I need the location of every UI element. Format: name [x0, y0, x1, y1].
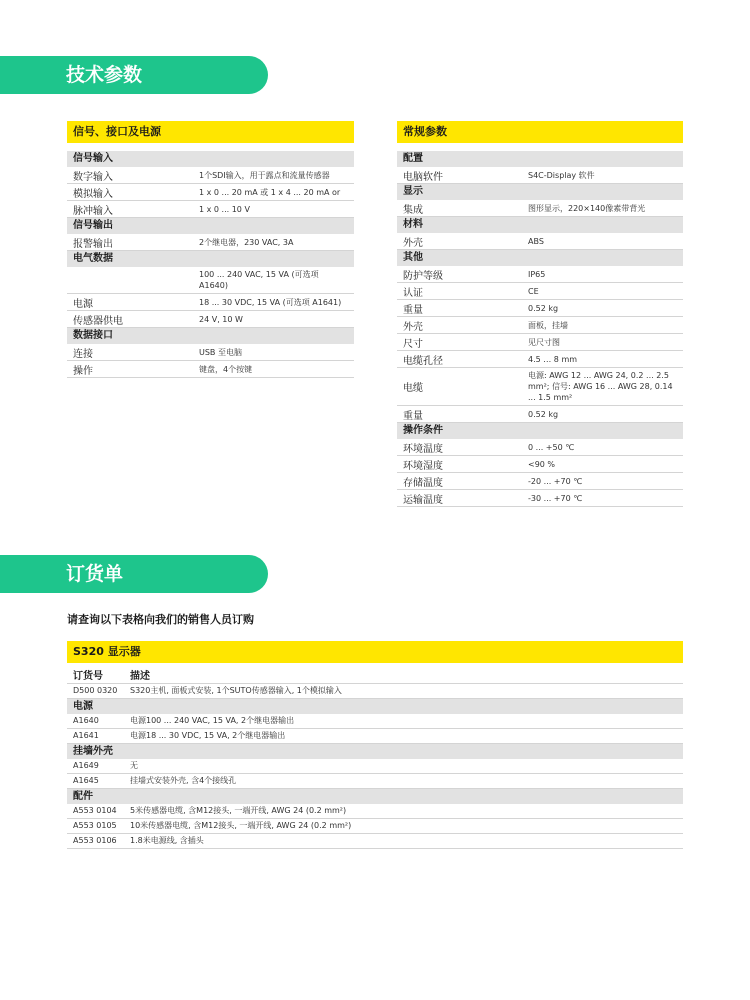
spec-key: 环境温度	[403, 443, 443, 455]
spec-row	[67, 267, 354, 294]
spec-row	[397, 300, 683, 317]
spec-value: 键盘，4个按键	[199, 364, 253, 374]
order-row	[67, 729, 683, 744]
spec-row	[397, 439, 683, 456]
spec-row	[67, 201, 354, 218]
order-code: A553 0106	[73, 836, 117, 845]
spec-value: <90 %	[528, 459, 556, 469]
spec-key: 外壳	[403, 321, 423, 333]
order-row	[67, 804, 683, 819]
order-table-title: S320 显示器	[67, 641, 683, 663]
spec-value: 图形显示，220×140像素带背光	[528, 203, 646, 213]
order-desc: 挂墙式安装外壳, 含4个接线孔	[130, 776, 237, 785]
spec-key: 电缆	[403, 383, 423, 394]
spec-row	[397, 473, 683, 490]
spec-value: 面板，挂墙	[528, 320, 568, 330]
spec-row	[397, 200, 683, 217]
section-header: 电气数据	[67, 251, 354, 267]
spec-row	[397, 406, 683, 423]
order-banner: 订货单	[0, 555, 268, 593]
spec-row	[397, 283, 683, 300]
order-desc: 1.8米电源线, 含插头	[130, 836, 204, 845]
order-row	[67, 759, 683, 774]
section-header: 显示	[397, 184, 683, 200]
spec-value: 1 x 0 ... 10 V	[199, 204, 250, 214]
spec-key: 存储温度	[403, 477, 443, 489]
spec-key: 重量	[403, 304, 423, 316]
spec-value: 0 ... +50 ℃	[528, 442, 575, 452]
order-code: A1640	[73, 716, 99, 725]
spec-row	[397, 233, 683, 250]
spec-row	[67, 311, 354, 328]
spec-key: 脉冲输入	[73, 205, 113, 217]
table-title: 信号、接口及电源	[67, 121, 354, 143]
order-table-header	[67, 669, 683, 684]
spec-row	[67, 184, 354, 201]
header-code: 订货号	[73, 671, 103, 682]
section-header: 信号输入	[67, 151, 354, 167]
order-desc: 10米传感器电缆, 含M12接头, 一端开线, AWG 24 (0.2 mm²)	[130, 821, 352, 830]
order-code: A1649	[73, 761, 99, 770]
spec-value: 18 ... 30 VDC, 15 VA (可选项 A1641)	[199, 297, 342, 307]
spec-row	[397, 368, 683, 406]
spec-key: 防护等级	[403, 270, 443, 282]
spec-value: 1 x 0 ... 20 mA 或 1 x 4 ... 20 mA or	[199, 187, 341, 197]
order-desc: 无	[130, 761, 138, 770]
spec-value: -20 ... +70 ℃	[528, 476, 583, 486]
order-desc: 电源18 ... 30 VDC, 15 VA, 2个继电器输出	[130, 731, 286, 740]
order-code: D500 0320	[73, 686, 118, 695]
spec-key: 电脑软件	[403, 171, 443, 183]
spec-key: 电缆孔径	[403, 355, 443, 367]
spec-key: 电源	[73, 298, 93, 310]
spec-value: 见尺寸图	[528, 337, 560, 347]
spec-value: USB 至电脑	[199, 347, 242, 357]
spec-row	[397, 351, 683, 368]
spec-row	[397, 456, 683, 473]
section-header: 信号输出	[67, 218, 354, 234]
order-table	[67, 641, 683, 849]
spec-key: 数字输入	[73, 171, 113, 183]
spec-key: 外壳	[403, 237, 423, 249]
spec-key: 操作	[73, 365, 93, 377]
spec-key: 尺寸	[403, 338, 423, 350]
spec-row	[67, 167, 354, 184]
order-row	[67, 714, 683, 729]
spec-row	[397, 334, 683, 351]
spec-key: 连接	[73, 348, 93, 360]
spec-row	[67, 294, 354, 311]
section-header: 配置	[397, 151, 683, 167]
spec-value: ABS	[528, 236, 544, 246]
order-row	[67, 819, 683, 834]
spec-value: 1个SDI输入，用于露点和流量传感器	[199, 170, 330, 180]
spec-row	[67, 361, 354, 378]
spec-key: 运输温度	[403, 494, 443, 506]
header-desc: 描述	[130, 671, 150, 682]
section-header: 其他	[397, 250, 683, 266]
spec-value: 0.52 kg	[528, 303, 559, 313]
order-section-header: 配件	[67, 789, 683, 804]
order-row	[67, 774, 683, 789]
spec-value: 2个继电器，230 VAC, 3A	[199, 237, 294, 247]
spec-value: 电源: AWG 12 ... AWG 24, 0.2 ... 2.5 mm²; 信号: AWG 16 ... AWG 28, 0.14 ... 1.5 mm²	[528, 371, 673, 402]
spec-key: 传感器供电	[73, 315, 123, 327]
spec-row	[397, 317, 683, 334]
order-section-header: 挂墙外壳	[67, 744, 683, 759]
order-desc: 电源100 ... 240 VAC, 15 VA, 2个继电器输出	[130, 716, 295, 725]
order-code: A1641	[73, 731, 99, 740]
spec-value: 4.5 … 8 mm	[528, 354, 578, 364]
order-row	[67, 834, 683, 849]
order-code: A553 0104	[73, 806, 117, 815]
spec-value: S4C-Display 软件	[528, 170, 595, 180]
spec-row	[67, 234, 354, 251]
table-title: 常规参数	[397, 121, 683, 143]
order-row	[67, 684, 683, 699]
spec-key: 报警输出	[73, 238, 113, 250]
spec-row	[397, 266, 683, 283]
spec-key: 集成	[403, 204, 423, 216]
section-header: 数据接口	[67, 328, 354, 344]
section-header: 操作条件	[397, 423, 683, 439]
spec-value: IP65	[528, 269, 546, 279]
spec-key: 模拟输入	[73, 188, 113, 200]
section-header: 材料	[397, 217, 683, 233]
order-desc: 5米传感器电缆, 含M12接头, 一端开线, AWG 24 (0.2 mm²)	[130, 806, 347, 815]
order-code: A1645	[73, 776, 99, 785]
tech-params-banner: 技术参数	[0, 56, 268, 94]
order-code: A553 0105	[73, 821, 117, 830]
spec-row	[67, 344, 354, 361]
spec-key: 重量	[403, 410, 423, 422]
spec-value: 24 V, 10 W	[199, 314, 243, 324]
spec-value: -30 ... +70 ℃	[528, 493, 583, 503]
spec-row	[397, 167, 683, 184]
order-lead-text: 请查询以下表格向我们的销售人员订购	[67, 613, 254, 626]
spec-value: 0.52 kg	[528, 409, 559, 419]
spec-key: 环境湿度	[403, 460, 443, 472]
order-section-header: 电源	[67, 699, 683, 714]
general-params-table	[397, 121, 683, 507]
order-desc: S320主机, 面板式安装, 1个SUTO传感器输入, 1个模拟输入	[130, 686, 342, 695]
spec-value: 100 ... 240 VAC, 15 VA (可选项 A1640)	[199, 270, 319, 290]
signal-interface-power-table	[67, 121, 354, 378]
spec-key: 认证	[403, 287, 423, 299]
spec-row	[397, 490, 683, 507]
spec-value: CE	[528, 286, 539, 296]
